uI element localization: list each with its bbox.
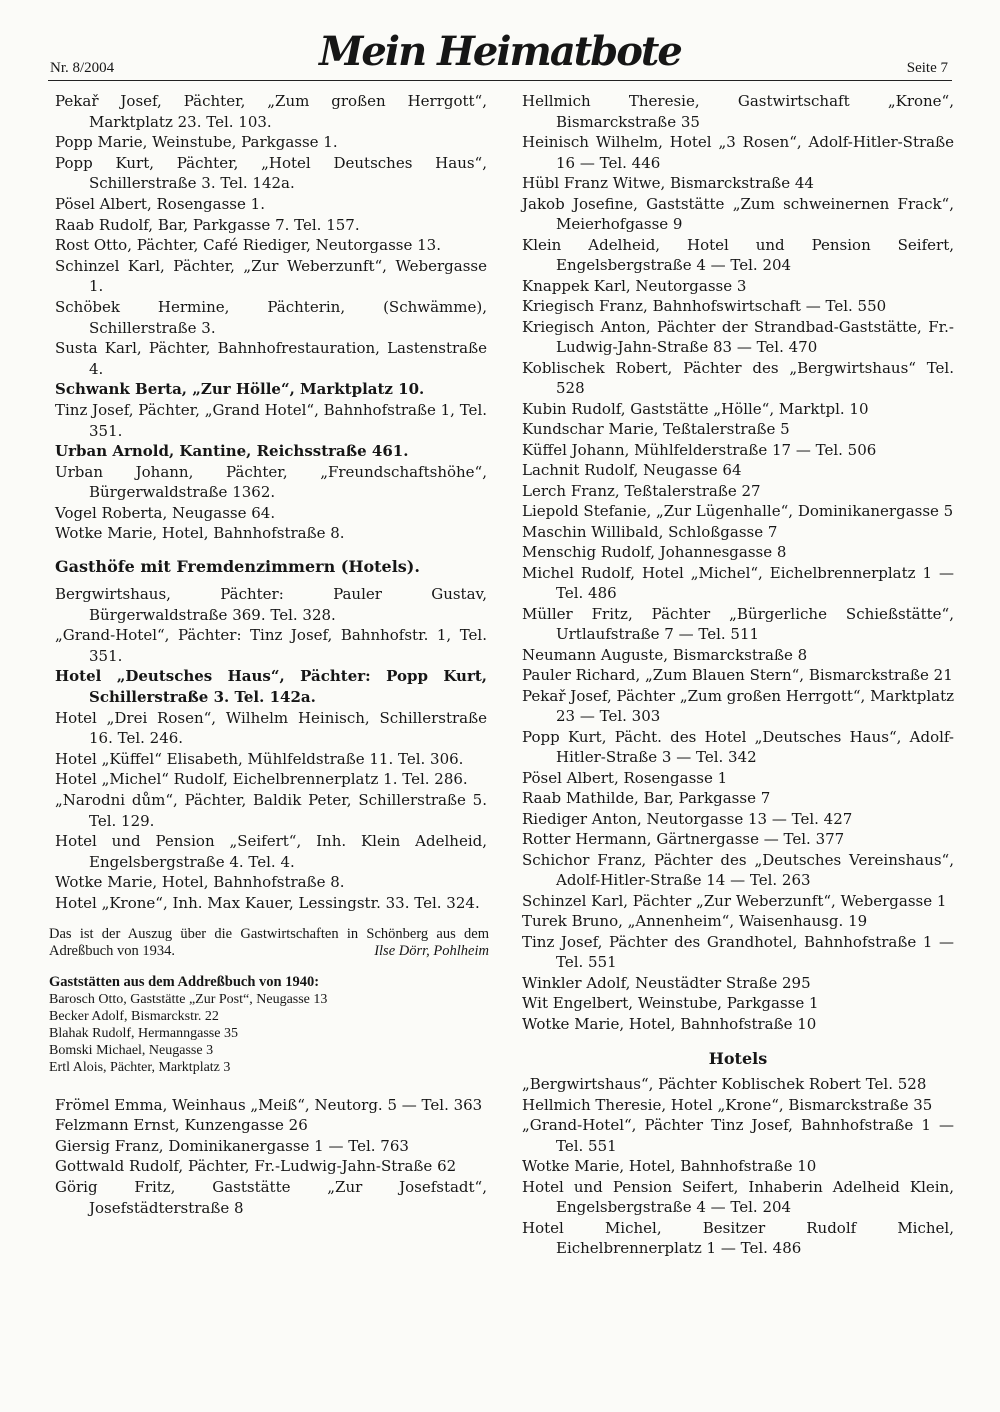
list-1940-title: Gaststätten aus dem Addreßbuch von 1940: xyxy=(49,973,320,990)
directory-entry: Wotke Marie, Hotel, Bahnhofstraße 8. xyxy=(55,524,345,543)
directory-list-1940-left xyxy=(55,1095,487,1219)
section-title-hotels-1940: Hotels xyxy=(708,1049,768,1068)
directory-entry: Heinisch Wilhelm, Hotel „3 Rosen“, Adolf-Hitler-Straße 16 — Tel. 446 xyxy=(522,133,954,172)
directory-entry: „Grand-Hotel“, Pächter Tinz Josef, Bahnhofstraße 1 — Tel. 551 xyxy=(522,1116,954,1155)
directory-entry: Urban Johann, Pächter, „Freundschaftshöhe“, Bürgerwaldstraße 1362. xyxy=(55,462,487,502)
directory-entry: Schöbek Hermine, Pächterin, (Schwämme), Schillerstraße 3. xyxy=(55,297,487,337)
directory-entry: Knappek Karl, Neutorgasse 3 xyxy=(522,276,747,295)
directory-entry: Frömel Emma, Weinhaus „Meiß“, Neutorg. 5 — Tel. 363 xyxy=(55,1095,483,1114)
directory-entry: Hotel „Drei Rosen“, Wilhelm Heinisch, Schillerstraße 16. Tel. 246. xyxy=(55,708,487,748)
directory-entry: Turek Bruno, „Annenheim“, Waisenhausg. 19 xyxy=(522,912,868,930)
directory-entry: Susta Karl, Pächter, Bahnhofrestauration, Lastenstraße 4. xyxy=(55,339,487,378)
directory-entry: Schichor Franz, Pächter des „Deutsches Vereinshaus“, Adolf-Hitler-Straße 14 — Tel. 263 xyxy=(522,850,954,889)
list-1940-line: Bomski Michael, Neugasse 3 xyxy=(49,1043,214,1059)
directory-entry: Urban Arnold, Kantine, Reichsstraße 461. xyxy=(55,442,409,461)
directory-entry: Tinz Josef, Pächter, „Grand Hotel“, Bahnhofstraße 1, Tel. 351. xyxy=(55,400,488,440)
directory-entry: Winkler Adolf, Neustädter Straße 295 xyxy=(522,973,811,992)
directory-entry: Popp Marie, Weinstube, Parkgasse 1. xyxy=(55,133,338,152)
directory-entry: Felzmann Ernst, Kunzengasse 26 xyxy=(55,1116,308,1135)
spacer xyxy=(55,1077,487,1095)
directory-entry: Lerch Franz, Teßtalerstraße 27 xyxy=(522,481,761,500)
directory-entry: Kriegisch Anton, Pächter der Strandbad-Gaststätte, Fr.-Ludwig-Jahn-Straße 83 — Tel. 470 xyxy=(522,317,954,356)
directory-entry: Raab Mathilde, Bar, Parkgasse 7 xyxy=(522,789,771,807)
directory-entry: Schinzel Karl, Pächter „Zur Weberzunft“, Webergasse 1 xyxy=(522,891,947,910)
directory-entry: Kriegisch Franz, Bahnhofswirtschaft — Tel. 550 xyxy=(522,297,887,315)
list-1940-line: Ertl Alois, Pächter, Marktplatz 3 xyxy=(49,1060,231,1076)
masthead-title: Mein Heimatbote xyxy=(319,28,681,75)
directory-entry: Pösel Albert, Rosengasse 1. xyxy=(55,194,265,213)
list-1940-roman xyxy=(49,991,487,1077)
directory-entry: Hotel „Küffel“ Elisabeth, Mühlfeldstraße 11. Tel. 306. xyxy=(55,749,464,768)
hotel-list-1940 xyxy=(522,1074,954,1259)
right-column xyxy=(522,91,954,1259)
directory-entry: Hotel und Pension „Seifert“, Inh. Klein Adelheid, Engelsbergstraße 4. Tel. 4. xyxy=(55,832,487,871)
directory-entry: Koblischek Robert, Pächter des „Bergwirtshaus“ Tel. 528 xyxy=(522,358,954,397)
directory-list-1940-right xyxy=(522,91,954,1034)
directory-entry: Kundschar Marie, Teßtalerstraße 5 xyxy=(522,420,790,438)
page-number: Seite 7 xyxy=(906,60,948,76)
directory-entry: Rotter Hermann, Gärtnergasse — Tel. 377 xyxy=(522,830,845,848)
directory-entry: Wit Engelbert, Weinstube, Parkgasse 1 xyxy=(522,994,819,1012)
directory-entry: Rost Otto, Pächter, Café Riediger, Neutorgasse 13. xyxy=(55,236,441,255)
directory-entry: Tinz Josef, Pächter des Grandhotel, Bahnhofstraße 1 — Tel. 551 xyxy=(522,932,954,971)
directory-entry: Schinzel Karl, Pächter, „Zur Weberzunft“, Webergasse 1. xyxy=(55,256,487,296)
directory-entry: Popp Kurt, Pächter, „Hotel Deutsches Haus“, Schillerstraße 3. Tel. 142a. xyxy=(55,153,487,193)
list-1940-line: Blahak Rudolf, Hermanngasse 35 xyxy=(49,1025,238,1041)
directory-entry: Vogel Roberta, Neugasse 64. xyxy=(55,503,276,522)
editor-note xyxy=(49,926,489,960)
directory-entry: Neumann Auguste, Bismarckstraße 8 xyxy=(522,645,808,664)
directory-entry: Hotel Michel, Besitzer Rudolf Michel, Eichelbrennerplatz 1 — Tel. 486 xyxy=(522,1218,954,1257)
directory-entry: Riediger Anton, Neutorgasse 13 — Tel. 427 xyxy=(522,809,853,828)
header-rule xyxy=(48,80,952,81)
directory-entry: Raab Rudolf, Bar, Parkgasse 7. Tel. 157. xyxy=(55,215,360,234)
directory-entry: Wotke Marie, Hotel, Bahnhofstraße 8. xyxy=(55,873,345,892)
directory-entry: Menschig Rudolf, Johannesgasse 8 xyxy=(522,543,787,561)
left-column xyxy=(49,91,489,1218)
directory-entry: Hellmich Theresie, Gastwirtschaft „Krone“, Bismarckstraße 35 xyxy=(522,92,954,131)
note-author: Ilse Dörr, Pohlheim xyxy=(374,942,489,959)
directory-entry: Pösel Albert, Rosengasse 1 xyxy=(522,768,728,787)
directory-entry: Pauler Richard, „Zum Blauen Stern“, Bismarckstraße 21 xyxy=(522,666,953,684)
directory-entry: Jakob Josefine, Gaststätte „Zum schweinernen Frack“, Meierhofgasse 9 xyxy=(522,194,954,233)
directory-entry: Küffel Johann, Mühlfelderstraße 17 — Tel. 506 xyxy=(522,440,877,459)
directory-entry: Pekař Josef, Pächter „Zum großen Herrgott“, Marktplatz 23 — Tel. 303 xyxy=(522,686,954,725)
directory-entry: Hotel „Michel“ Rudolf, Eichelbrennerplatz 1. Tel. 286. xyxy=(55,770,468,789)
directory-entry: „Bergwirtshaus“, Pächter Koblischek Robert Tel. 528 xyxy=(522,1075,927,1093)
directory-entry: Hotel und Pension Seifert, Inhaberin Adelheid Klein, Engelsbergstraße 4 — Tel. 204 xyxy=(522,1177,954,1216)
directory-entry: Hotel „Krone“, Inh. Max Kauer, Lessingstr. 33. Tel. 324. xyxy=(55,893,480,912)
section-title-hotels-1934: Gasthöfe mit Fremdenzimmern (Hotels). xyxy=(55,557,420,577)
directory-entry: Popp Kurt, Pächt. des Hotel „Deutsches Haus“, Adolf-Hitler-Straße 3 — Tel. 342 xyxy=(522,727,954,766)
directory-entry: Hellmich Theresie, Hotel „Krone“, Bismarckstraße 35 xyxy=(522,1095,933,1114)
directory-entry: Kubin Rudolf, Gaststätte „Hölle“, Marktpl. 10 xyxy=(522,399,869,418)
directory-entry: Wotke Marie, Hotel, Bahnhofstraße 10 xyxy=(522,1157,817,1175)
list-1940-line: Becker Adolf, Bismarckstr. 22 xyxy=(49,1008,219,1024)
directory-entry: Lachnit Rudolf, Neugasse 64 xyxy=(522,461,742,479)
directory-list-1934 xyxy=(55,91,487,544)
directory-entry: Hotel „Deutsches Haus“, Pächter: Popp Kurt, Schillerstraße 3. Tel. 142a. xyxy=(55,667,487,707)
directory-entry: Liepold Stefanie, „Zur Lügenhalle“, Dominikanergasse 5 xyxy=(522,502,954,520)
directory-entry: Maschin Willibald, Schloßgasse 7 xyxy=(522,522,778,541)
list-1940-line: Barosch Otto, Gaststätte „Zur Post“, Neugasse 13 xyxy=(49,991,328,1007)
directory-entry: Wotke Marie, Hotel, Bahnhofstraße 10 xyxy=(522,1014,817,1033)
directory-entry: Michel Rudolf, Hotel „Michel“, Eichelbrennerplatz 1 — Tel. 486 xyxy=(522,563,954,602)
directory-entry: Schwank Berta, „Zur Hölle“, Marktplatz 10. xyxy=(55,380,425,399)
directory-entry: Klein Adelheid, Hotel und Pension Seifert, Engelsbergstraße 4 — Tel. 204 xyxy=(522,235,954,274)
directory-entry: Görig Fritz, Gaststätte „Zur Josefstadt“, Josefstädterstraße 8 xyxy=(55,1177,487,1217)
directory-entry: Bergwirtshaus, Pächter: Pauler Gustav, Bürgerwaldstraße 369. Tel. 328. xyxy=(55,585,487,624)
directory-entry: Giersig Franz, Dominikanergasse 1 — Tel. 763 xyxy=(55,1136,409,1155)
directory-entry: Müller Fritz, Pächter „Bürgerliche Schießstätte“, Urtlaufstraße 7 — Tel. 511 xyxy=(522,604,954,643)
directory-entry: Gottwald Rudolf, Pächter, Fr.-Ludwig-Jahn-Straße 62 xyxy=(55,1157,457,1176)
note-text: Das ist der Auszug über die Gastwirtschaften in Schönberg aus dem Adreßbuch von 1934. xyxy=(49,925,489,959)
directory-entry: Pekař Josef, Pächter, „Zum großen Herrgott“, Marktplatz 23. Tel. 103. xyxy=(55,92,487,131)
directory-entry: „Grand-Hotel“, Pächter: Tinz Josef, Bahnhofstr. 1, Tel. 351. xyxy=(55,626,487,665)
directory-entry: Hübl Franz Witwe, Bismarckstraße 44 xyxy=(522,174,814,192)
hotel-list-1934 xyxy=(55,584,487,914)
directory-entry: „Narodni dům“, Pächter, Baldik Peter, Schillerstraße 5. Tel. 129. xyxy=(55,791,487,830)
issue-number: Nr. 8/2004 xyxy=(50,60,115,76)
